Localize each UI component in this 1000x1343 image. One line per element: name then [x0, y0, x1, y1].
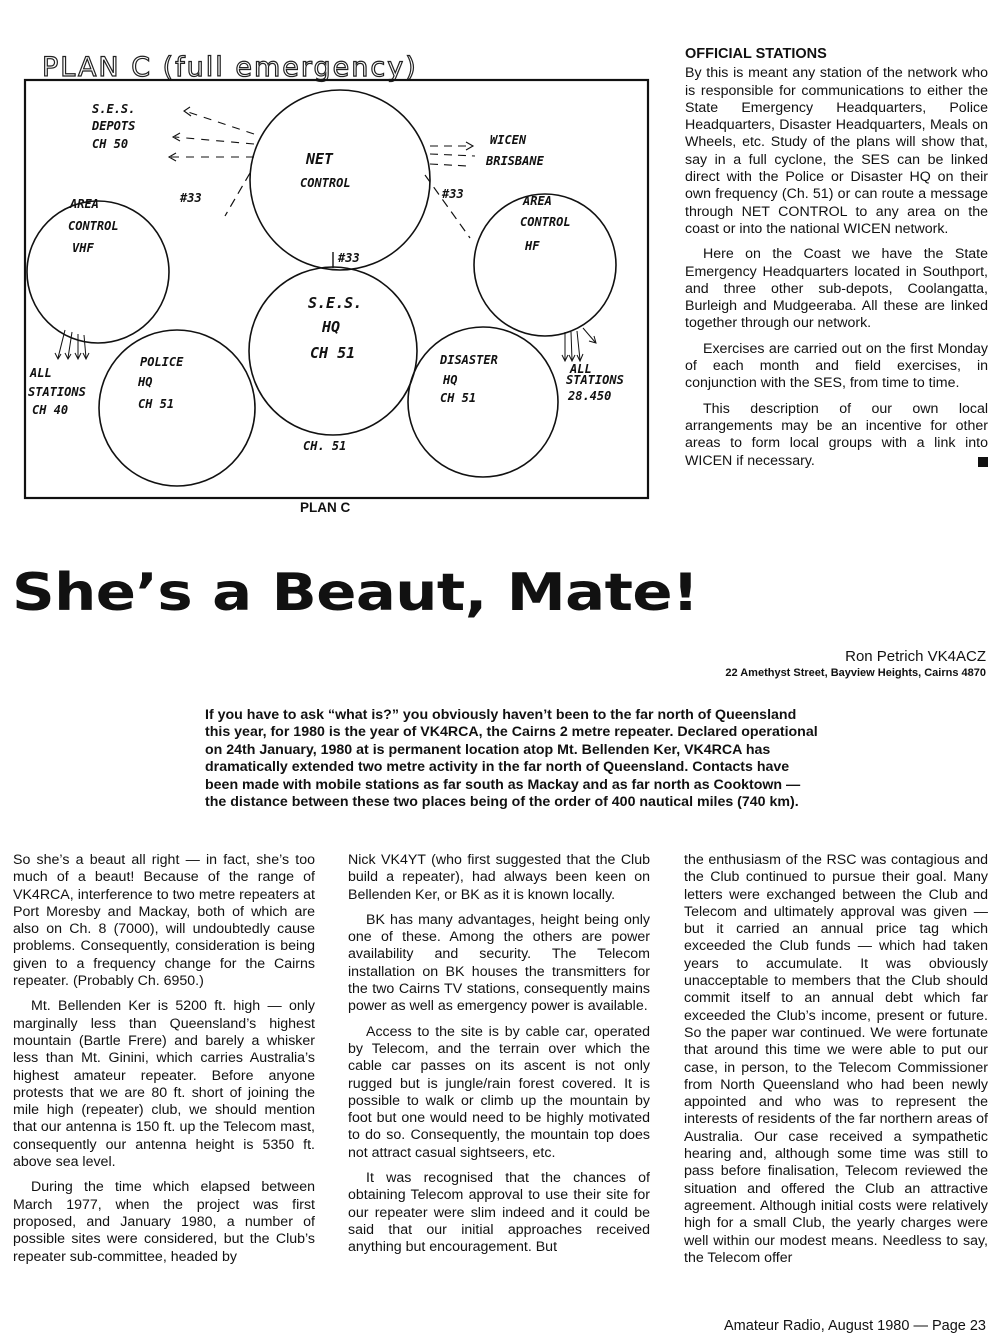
svg-text:HQ: HQ — [138, 375, 153, 389]
wicen-label — [485, 133, 545, 168]
all-stations-right-label — [566, 362, 624, 403]
net-control-label — [300, 150, 351, 190]
article-paragraph: It was recognised that the chances of obtaining Telecom approval to use their site for our repeater were slim indeed and it could be said that our initial approaches received anything but encouragement. But — [348, 1170, 650, 1256]
svg-text:VHF: VHF — [72, 241, 94, 255]
article-column-1 — [13, 852, 315, 1274]
svg-text:ALL: ALL — [30, 366, 52, 380]
svg-text:CH 51: CH 51 — [310, 344, 356, 362]
article-paragraph: During the time which elapsed between March 1977, when the project was first proposed, and January 1980, a number of possible sites were considered, but the Club’s repeater sub-committee, headed by — [13, 1179, 315, 1265]
svg-text:CH 50: CH 50 — [92, 137, 129, 151]
article-paragraph: Access to the site is by cable car, operated by Telecom, and the terrain over which the cable car passes on its ascent is not only rugged but is jungle/rain forest covered. It is possible to walk or climb up the mountain by foot but one would need to be highly motivated to do so. Consequently, the mountain top does not attract casual sightseers, etc. — [348, 1023, 650, 1161]
link-line-right — [425, 175, 470, 238]
all-stations-left-arrows — [55, 330, 89, 359]
link-label-center: #33 — [338, 251, 360, 265]
svg-text:DISASTER: DISASTER — [440, 353, 498, 367]
diagram-caption: PLAN C — [300, 500, 351, 515]
svg-text:STATIONS: STATIONS — [566, 373, 624, 387]
official-paragraph: By this is meant any station of the network who is responsible for communications to either the State Emergency Headquarters, Police Headquarters, Disaster Headquarters, Meals on Wheels, etc. Study of the plans will show that, say in a full cyclone, the SES can be linked direct with the Police or Disaster HQ on their own frequency (Ch. 51) or can route a message through NET CONTROL to any area on the coast or into the national WICEN network. — [685, 65, 988, 237]
svg-text:WICEN: WICEN — [490, 133, 527, 147]
end-mark-icon — [978, 457, 988, 467]
svg-text:S.E.S.: S.E.S. — [92, 102, 136, 116]
svg-text:HQ: HQ — [443, 373, 458, 387]
wicen-arrows — [430, 142, 475, 166]
article-paragraph: Mt. Bellenden Ker is 5200 ft. high — only marginally less than Queensland’s highest mountain (Bartle Frere) and barely a whisker less than Mt. Ginini, which carries Australia’s highest amateur repeater. Before anyone protests that we are 80 ft. short of joining the mile high (repeater) club, we should mention that our antenna is 150 ft. up the Telecom mast, consequently our antenna height is 5350 ft. above sea level. — [13, 998, 315, 1171]
svg-text:S.E.S.: S.E.S. — [308, 294, 363, 312]
article-paragraph: So she’s a beaut all right — in fact, she’s too much of a beaut! Because of the range of VK4RCA, interference to two metre repeaters at Port Moresby and Mackay, both of which are also on Ch. 8 (7000), will undoubtedly cause problems. Consequently, consideration is being given to a frequency change for the Cairns repeater. (Probably Ch. 6950.) — [13, 852, 315, 990]
svg-text:HQ: HQ — [322, 318, 341, 336]
svg-text:CH 51: CH 51 — [138, 397, 175, 411]
police-label — [137, 355, 184, 411]
official-paragraph: This description of our own local arrangements may be an incentive for other areas to form local groups with a link into WICEN if necessary. — [685, 400, 988, 469]
svg-text:NET: NET — [306, 150, 334, 168]
svg-text:HF: HF — [525, 239, 540, 253]
bottom-channel-label: CH. 51 — [303, 439, 347, 453]
svg-text:POLICE: POLICE — [140, 355, 184, 369]
disaster-label — [439, 353, 498, 405]
article-paragraph: BK has many advantages, height being only one of these. Among the others are power availability and security. The Telecom installation on BK houses the transmitters for the two Cairns TV stations, consequently mains power as well as emergency power is available. — [348, 911, 650, 1015]
official-paragraph: Exercises are carried out on the first Monday of each month and field exercises, in conjunction with the SES, from time to time. — [685, 340, 988, 392]
svg-text:CONTROL: CONTROL — [68, 219, 119, 233]
svg-text:28.450: 28.450 — [568, 389, 612, 403]
svg-text:CH 51: CH 51 — [440, 391, 477, 405]
article-author: Ron Petrich VK4ACZ — [845, 648, 986, 665]
article-intro: If you have to ask “what is?” you obviously haven’t been to the far north of Queensland this year, for 1980 is the year of VK4RCA, the Cairns 2 metre repeater. Declared operational on 24th January, 1980 at is permanent location atop Mt. Bellenden Ker, VK4RCA has dramatically extended two metre activity in the far north of Queensland. Contacts have been made with mobile stations as far south as Mackay and as far north as Cooktown — the distance between these two places being of the order of 400 nautical miles (740 km). — [205, 707, 818, 811]
page-footer: Amateur Radio, August 1980 — Page 23 — [724, 1318, 986, 1334]
police-circle — [99, 330, 255, 486]
article-column-2 — [348, 852, 650, 1265]
plan-c-svg — [20, 40, 660, 500]
svg-text:CONTROL: CONTROL — [300, 176, 351, 190]
ses-hq-label — [308, 294, 362, 362]
svg-text:STATIONS: STATIONS — [28, 385, 86, 399]
link-label-right: #33 — [442, 187, 464, 201]
plan-c-diagram — [20, 40, 660, 500]
link-label-left: #33 — [180, 191, 202, 205]
link-line-left — [225, 173, 250, 216]
disaster-circle — [408, 327, 558, 477]
svg-text:AREA: AREA — [70, 197, 99, 211]
svg-text:ALL: ALL — [570, 362, 592, 376]
article-headline: She’s a Beaut, Mate! — [12, 563, 699, 623]
article-paragraph: the enthusiasm of the RSC was contagious and the Club continued to pursue their goal. Many letters were exchanged between the Club and Telecom and ultimately approval was given — but it carried an annual price tag which exceeded the Club funds — which had taken years to accumulate. It was obviously unacceptable to members that the Club should commit itself to an annual debt which far exceeded the Club’s income, present or future. So the paper war continued. We were fortunate that around this time we were able to put our case, in person, to the Telecom Commissioner from North Queensland who had been newly appointed and who was to represent the interests of residents of the far northern areas of Australia. Our case received a sympathetic hearing and, although some time was still to pass before finalisation, Telecom reviewed the situation and offered the Club an attractive agreement. Although initial costs were relatively high for a small Club, the yearly charges were well within our modest means. Needless to say, the Telecom offer — [684, 852, 988, 1266]
svg-text:BRISBANE: BRISBANE — [486, 154, 544, 168]
area-vhf-label — [68, 197, 119, 255]
official-stations-heading: OFFICIAL STATIONS — [685, 46, 827, 62]
svg-text:CH 40: CH 40 — [32, 403, 69, 417]
ses-depots-arrows — [169, 107, 254, 161]
ses-depots-label — [91, 102, 135, 151]
article-column-3 — [684, 852, 988, 1275]
svg-text:AREA: AREA — [523, 194, 552, 208]
svg-text:DEPOTS: DEPOTS — [92, 119, 136, 133]
all-stations-left-label — [28, 366, 86, 417]
article-address: 22 Amethyst Street, Bayview Heights, Cairns 4870 — [725, 667, 986, 679]
diagram-title: PLAN C (full emergency) — [42, 52, 418, 83]
svg-text:CONTROL: CONTROL — [520, 215, 571, 229]
area-hf-label — [520, 194, 571, 253]
official-paragraph: Here on the Coast we have the State Emergency Headquarters located in Southport, and three other sub-depots, Coolangatta, Burleigh and Mudgeeraba. All these are linked together through our network. — [685, 246, 988, 332]
article-paragraph: Nick VK4YT (who first suggested that the Club build a repeater), had always been keen on Bellenden Ker, or BK as it is known locally. — [348, 852, 650, 903]
official-stations-section — [685, 46, 988, 470]
